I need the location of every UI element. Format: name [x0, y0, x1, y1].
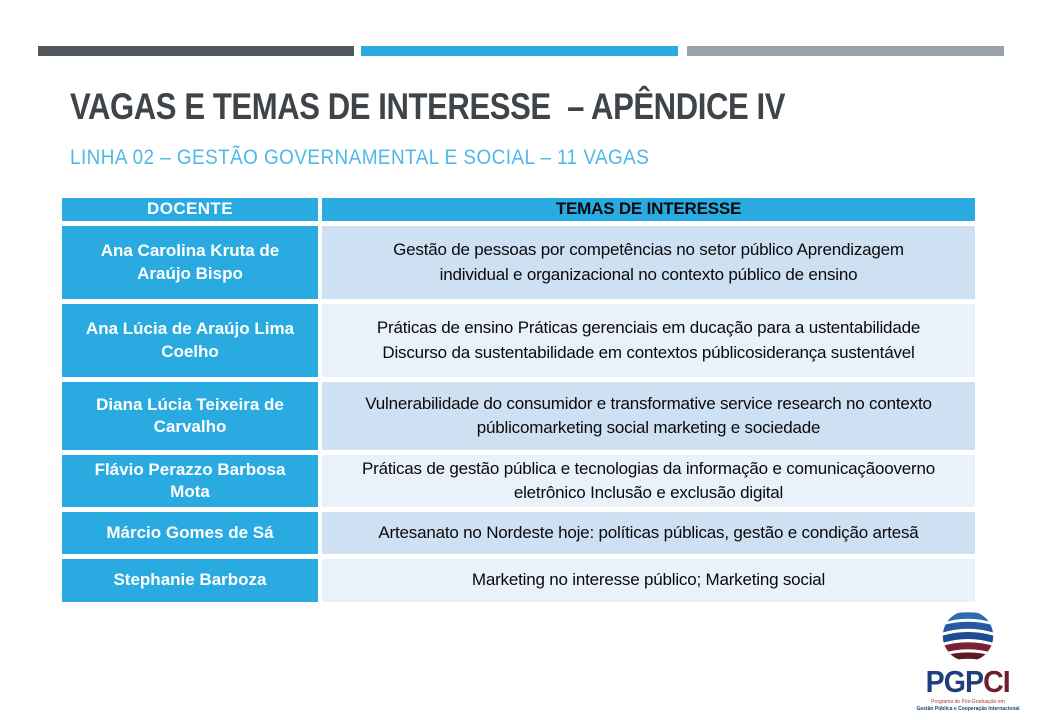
temas-text: Artesanato no Nordeste hoje: políticas públicas, gestão e condição artesã	[378, 522, 919, 542]
temas-text: Marketing no interesse público; Marketing social	[471, 570, 826, 590]
docente-cell	[62, 559, 318, 602]
docente-name: Márcio Gomes de Sá	[106, 522, 274, 542]
docente-name: Flávio Perazzo Barbosa Mota	[94, 459, 286, 501]
header-cell-docente: DOCENTE	[62, 198, 318, 221]
table-row	[62, 512, 975, 554]
temas-cell	[322, 382, 975, 450]
logo-acronym	[926, 666, 1010, 697]
temas-cell	[322, 512, 975, 554]
header-cell-temas: TEMAS DE INTERESSE	[322, 198, 975, 221]
logo-acronym-secondary: CI	[983, 664, 1011, 699]
table-row	[62, 559, 975, 602]
top-bar-blue	[361, 46, 678, 56]
temas-text: Práticas de ensino Práticas gerenciais em ducação para a ustentabilidade Discurso da sustentabilidade em contextos públicosiderança sustentável	[376, 318, 921, 362]
docente-cell	[62, 512, 318, 554]
temas-cell	[322, 226, 975, 299]
table-header-row	[62, 198, 975, 221]
docente-cell	[62, 304, 318, 377]
docente-cell	[62, 455, 318, 507]
docente-name: Stephanie Barboza	[113, 570, 267, 590]
pgpci-logo	[908, 608, 1028, 712]
temas-cell	[322, 455, 975, 507]
table-row	[62, 226, 975, 299]
temas-cell	[322, 304, 975, 377]
top-bar-dark	[38, 46, 354, 56]
table-row	[62, 304, 975, 377]
temas-cell	[322, 559, 975, 602]
globe-icon	[940, 608, 996, 664]
docente-name: Ana Lúcia de Araújo Lima Coelho	[85, 319, 295, 361]
logo-tagline	[916, 699, 1019, 712]
logo-tagline-line1: Programa de Pós-Graduação em	[931, 699, 1005, 705]
logo-acronym-primary: PGP	[925, 664, 984, 699]
table-row	[62, 382, 975, 450]
top-bar-gray	[687, 46, 1004, 56]
docente-name: Ana Carolina Kruta de Araújo Bispo	[100, 241, 280, 283]
temas-text: Gestão de pessoas por competências no setor público Aprendizagem individual e organizacional no contexto público de ensino	[393, 240, 904, 284]
temas-text: Práticas de gestão pública e tecnologias da informação e comunicaçãooverno eletrônico Inclusão e exclusão digital	[361, 458, 935, 502]
docente-cell	[62, 226, 318, 299]
page-title: VAGAS E TEMAS DE INTERESSE – APÊNDICE IV	[70, 86, 786, 127]
topics-table	[62, 198, 975, 607]
docente-cell	[62, 382, 318, 450]
page-subtitle: LINHA 02 – GESTÃO GOVERNAMENTAL E SOCIAL – 11 VAGAS	[70, 146, 650, 169]
temas-text: Vulnerabilidade do consumidor e transformative service research no contexto públicomarketing social marketing e sociedade	[365, 393, 932, 437]
docente-name: Diana Lúcia Teixeira de Carvalho	[96, 394, 284, 436]
logo-tagline-line2: Gestão Pública e Cooperação Internacional	[916, 705, 1020, 712]
table-row	[62, 455, 975, 507]
